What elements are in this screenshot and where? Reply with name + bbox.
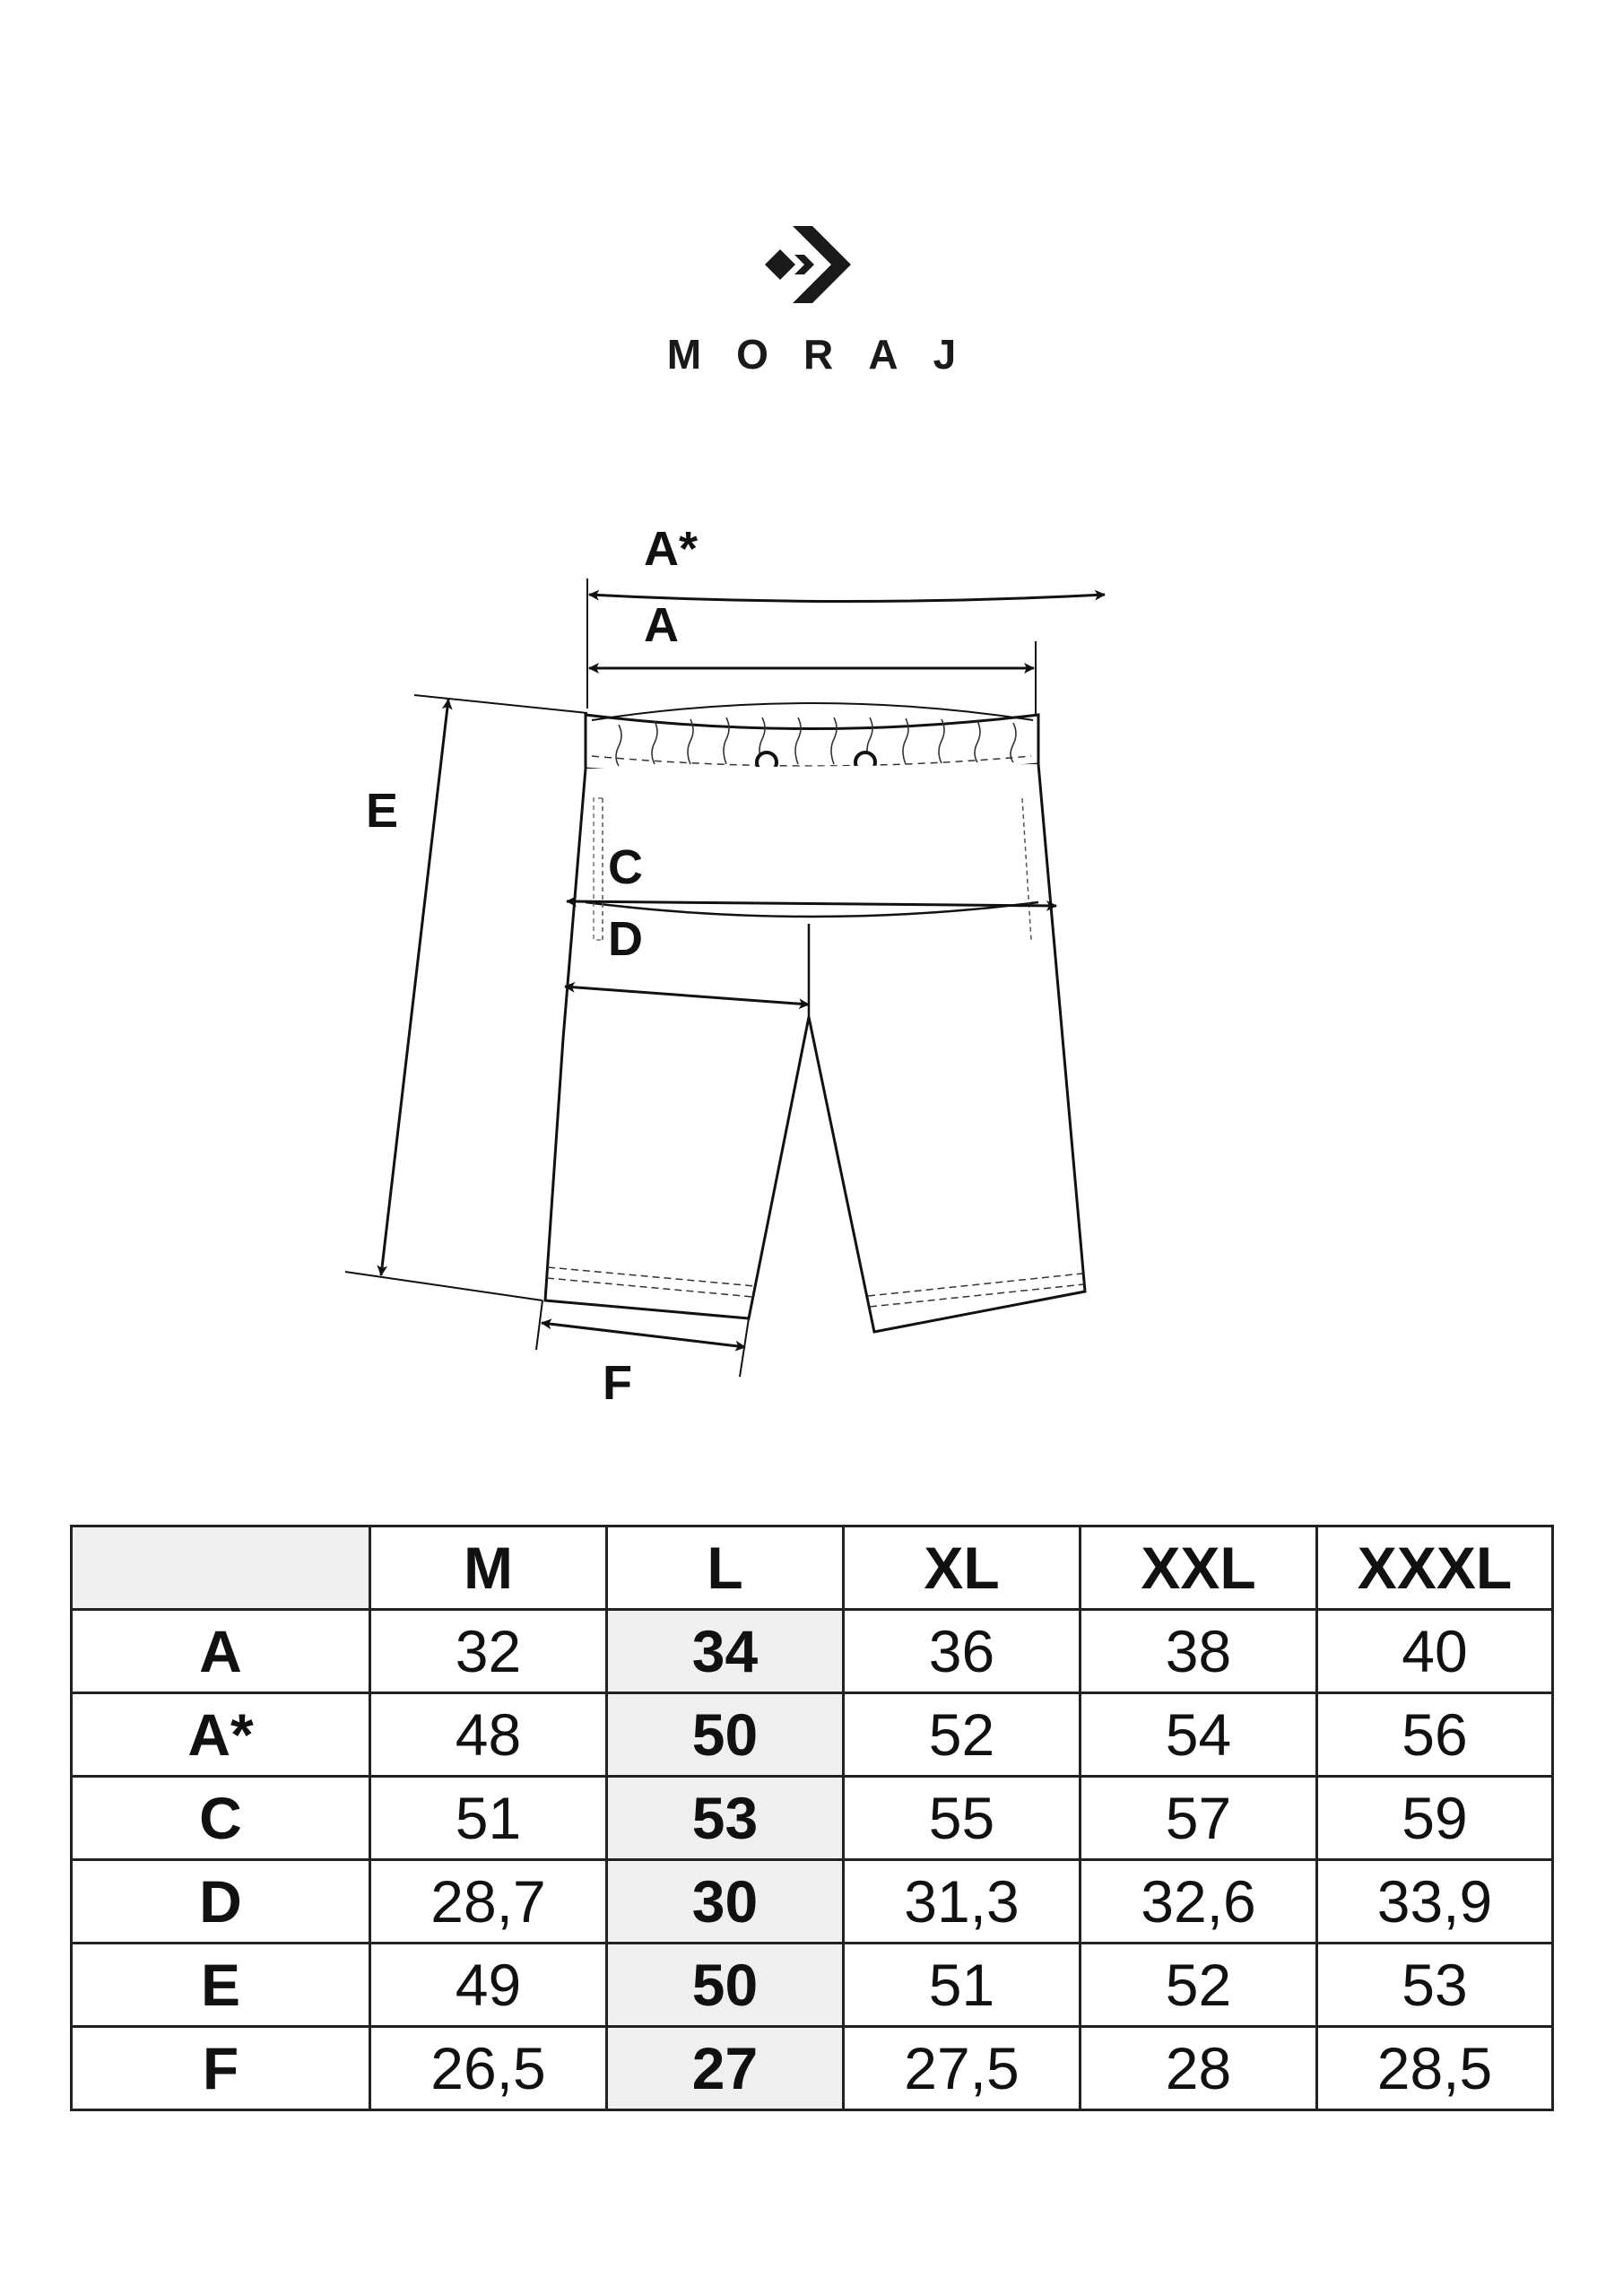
size-chart-table <box>70 1525 1554 2111</box>
f-arrow <box>542 1323 745 1347</box>
table-cell: 36 <box>844 1610 1081 1693</box>
table-row <box>72 1860 1553 1944</box>
label-a: A <box>644 598 679 652</box>
table-cell: 28 <box>1081 2027 1317 2110</box>
size-header-m: M <box>370 1526 607 1610</box>
table-row <box>72 1610 1553 1693</box>
table-cell: 31,3 <box>844 1860 1081 1944</box>
label-c: C <box>608 840 643 894</box>
table-cell: 40 <box>1317 1610 1553 1693</box>
table-cell: 32,6 <box>1081 1860 1317 1944</box>
row-label: A* <box>72 1693 370 1777</box>
row-label: C <box>72 1777 370 1860</box>
table-cell: 28,7 <box>370 1860 607 1944</box>
row-label: E <box>72 1944 370 2027</box>
table-cell: 54 <box>1081 1693 1317 1777</box>
size-header-xl: XL <box>844 1526 1081 1610</box>
table-cell: 28,5 <box>1317 2027 1553 2110</box>
table-cell: 51 <box>844 1944 1081 2027</box>
table-cell-highlighted: 34 <box>607 1610 844 1693</box>
size-header-xxxl: XXXL <box>1317 1526 1553 1610</box>
brand-logo <box>0 215 1623 314</box>
brand-name: MORAJ <box>666 331 992 378</box>
corner-cell <box>72 1526 370 1610</box>
table-cell-highlighted: 50 <box>607 1944 844 2027</box>
label-a-star: A* <box>644 522 699 576</box>
row-label: D <box>72 1860 370 1944</box>
table-row <box>72 1777 1553 1860</box>
row-label: F <box>72 2027 370 2110</box>
table-cell: 38 <box>1081 1610 1317 1693</box>
table-cell: 52 <box>844 1693 1081 1777</box>
table-row <box>72 2027 1553 2110</box>
shorts-diagram <box>0 502 1623 1417</box>
table-cell: 52 <box>1081 1944 1317 2027</box>
logo-mark-icon <box>762 215 861 314</box>
table-cell: 59 <box>1317 1777 1553 1860</box>
table-cell: 55 <box>844 1777 1081 1860</box>
size-header-l: L <box>607 1526 844 1610</box>
table-cell-highlighted: 27 <box>607 2027 844 2110</box>
size-header-xxl: XXL <box>1081 1526 1317 1610</box>
table-cell: 33,9 <box>1317 1860 1553 1944</box>
table-cell: 48 <box>370 1693 607 1777</box>
row-label: A <box>72 1610 370 1693</box>
table-cell-highlighted: 30 <box>607 1860 844 1944</box>
label-e: E <box>366 784 399 838</box>
table-cell-highlighted: 53 <box>607 1777 844 1860</box>
size-header-row <box>72 1526 1553 1610</box>
table-cell: 27,5 <box>844 2027 1081 2110</box>
label-d: D <box>608 912 643 966</box>
table-cell: 57 <box>1081 1777 1317 1860</box>
table-row <box>72 1944 1553 2027</box>
table-cell: 53 <box>1317 1944 1553 2027</box>
table-cell: 56 <box>1317 1693 1553 1777</box>
table-cell: 32 <box>370 1610 607 1693</box>
table-row <box>72 1693 1553 1777</box>
table-cell: 49 <box>370 1944 607 2027</box>
label-f: F <box>603 1356 632 1410</box>
table-cell: 51 <box>370 1777 607 1860</box>
table-cell: 26,5 <box>370 2027 607 2110</box>
table-cell-highlighted: 50 <box>607 1693 844 1777</box>
